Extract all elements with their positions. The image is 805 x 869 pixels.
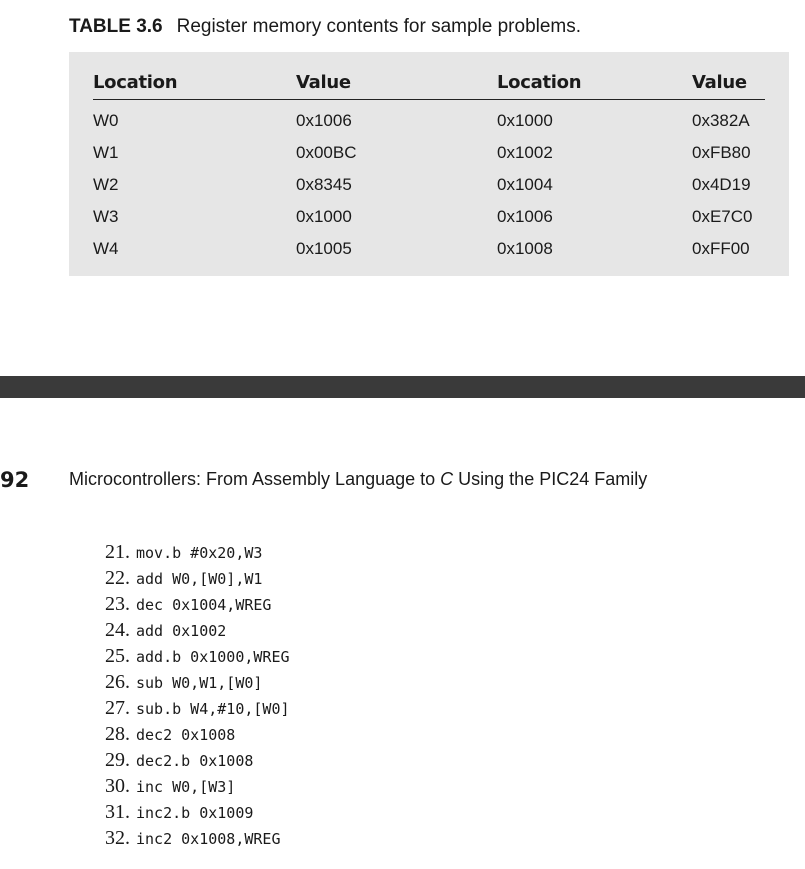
header-rule [93,99,765,100]
code-line [105,723,235,746]
code-text: sub W0,W1,[W0] [136,674,263,692]
table-cell: 0x1005 [296,239,352,258]
page-number: 92 [0,468,30,492]
table-cell: 0x00BC [296,143,357,162]
code-text: inc2.b 0x1009 [136,804,254,822]
table-cell: W1 [93,143,119,162]
code-line [105,749,253,772]
line-number: 30. [105,775,130,797]
table-caption-text: Register memory contents for sample problems. [176,16,582,37]
code-text: inc W0,[W3] [136,778,236,796]
table-cell: 0xE7C0 [692,207,753,226]
header-value-1: Value [296,72,351,93]
code-text: dec2.b 0x1008 [136,752,254,770]
header-value-2: Value [692,72,747,93]
table-caption-label: TABLE 3.6 [69,16,163,37]
line-number: 21. [105,541,130,563]
code-text: add 0x1002 [136,622,227,640]
code-text: add W0,[W0],W1 [136,570,263,588]
table-cell: W3 [93,207,119,226]
table-cell: 0x1000 [296,207,352,226]
code-text: dec 0x1004,WREG [136,596,272,614]
code-text: add.b 0x1000,WREG [136,648,290,666]
table-cell: 0x1006 [497,207,553,226]
header-location-2: Location [497,72,582,93]
line-number: 27. [105,697,130,719]
register-memory-table [69,52,789,276]
table-caption [69,16,581,38]
code-line [105,697,290,720]
table-cell: 0x4D19 [692,175,751,194]
page-break-band [0,376,805,398]
table-cell: W2 [93,175,119,194]
table-cell: 0x1004 [497,175,553,194]
line-number: 25. [105,645,130,667]
code-line [105,619,226,642]
line-number: 28. [105,723,130,745]
line-number: 32. [105,827,130,849]
table-cell: 0xFF00 [692,239,750,258]
code-text: sub.b W4,#10,[W0] [136,700,290,718]
code-line [105,827,281,850]
line-number: 23. [105,593,130,615]
header-location-1: Location [93,72,178,93]
running-head-italic: C [440,469,454,489]
table-cell: 0x1000 [497,111,553,130]
line-number: 26. [105,671,130,693]
table-cell: W0 [93,111,119,130]
code-line [105,775,235,798]
code-text: inc2 0x1008,WREG [136,830,281,848]
code-line [105,593,271,616]
line-number: 24. [105,619,130,641]
table-cell: 0x8345 [296,175,352,194]
line-number: 31. [105,801,130,823]
line-number: 29. [105,749,130,771]
running-head-text: Microcontrollers: From Assembly Language to [69,469,441,489]
line-number: 22. [105,567,130,589]
code-text: mov.b #0x20,W3 [136,544,263,562]
code-text: dec2 0x1008 [136,726,236,744]
code-line [105,541,262,564]
table-cell: W4 [93,239,119,258]
table-cell: 0xFB80 [692,143,751,162]
code-line [105,801,253,824]
running-head-text-end: Using the PIC24 Family [453,469,648,489]
table-cell: 0x1002 [497,143,553,162]
running-head [69,469,647,490]
code-line [105,671,262,694]
code-line [105,567,262,590]
table-cell: 0x382A [692,111,750,130]
table-cell: 0x1008 [497,239,553,258]
table-cell: 0x1006 [296,111,352,130]
code-line [105,645,290,668]
